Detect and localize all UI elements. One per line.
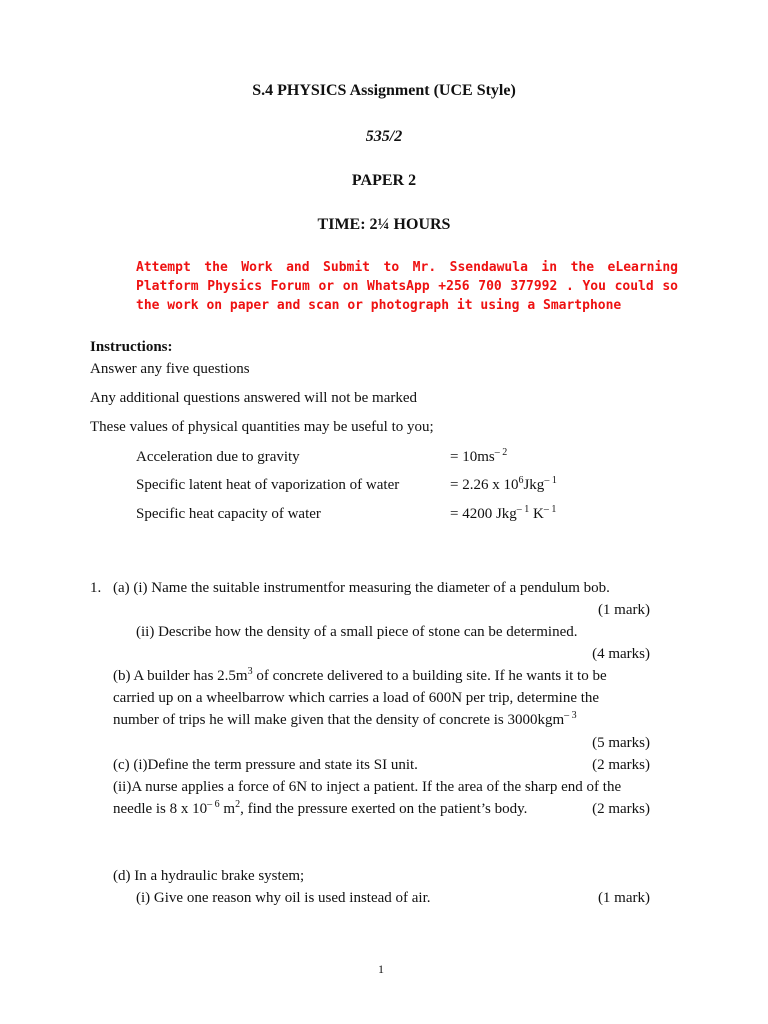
page-number: 1 [378,962,384,976]
question-1b-line-2: carried up on a wheelbarrow which carries a load of 600N per trip, determine the [113,690,600,706]
notice-line-1: Attempt the Work and Submit to Mr. Ssendawula in the eLearning [136,260,678,275]
marks-1c-i: (2 marks) [592,757,650,773]
constant-value-heat-capacity: = 4200 Jkg$^{- 1}$ $K^{- 1}$ [450,504,557,522]
question-1b-line-1: (b) A builder has $2.5m^3$ of concrete delivered to a building site. If he wants it to be [113,666,607,684]
question-1c-i: (c) (i)Define the term pressure and state its SI unit. [113,757,418,773]
question-1c-ii-line-1: (ii)A nurse applies a force of 6N to inject a patient. If the area of the sharp end of the [113,779,622,795]
question-1d-i: (i) Give one reason why oil is used instead of air. [136,890,431,906]
instruction-line-1: Answer any five questions [90,361,250,377]
question-1d: (d) In a hydraulic brake system; [113,868,305,884]
notice-line-3: the work on paper and scan or photograph it using a Smartphone [136,298,622,313]
constant-value-gravity: = $10ms^{- 2}$ [450,447,508,465]
marks-1d-i: (1 mark) [597,890,650,906]
question-1b-line-3: number of trips he will make given that the density of concrete is 3000kgm$^{- 3}$ [113,710,577,728]
instructions-heading: Instructions: [90,339,173,355]
marks-1c-ii: (2 marks) [592,801,650,817]
question-number: 1. [90,580,102,596]
question-1a-i: (a) (i) Name the suitable instrumentfor measuring the diameter of a pendulum bob. [113,580,610,596]
time-allowed: TIME: 2¼ HOURS [317,216,451,233]
instruction-line-2: Any additional questions answered will not be marked [90,390,418,406]
constant-name-gravity: Acceleration due to gravity [136,449,300,465]
constant-value-latent-heat: = 2.26 x $10^6Jkg^{- 1}$ [450,475,557,493]
document-title: S.4 PHYSICS Assignment (UCE Style) [252,82,516,99]
marks-1a-i: (1 mark) [597,602,650,618]
question-1c-ii-line-2: needle is 8 x $10^{- 6}$ $m^2$, find the pressure exerted on the patient’s body. [113,799,528,817]
marks-1b: (5 marks) [592,735,650,751]
instruction-line-3: These values of physical quantities may be useful to you; [90,419,434,435]
paper-code: 535/2 [365,128,403,145]
constant-name-heat-capacity: Specific heat capacity of water [136,506,321,522]
question-1a-ii: (ii) Describe how the density of a small piece of stone can be determined. [136,624,578,640]
notice-line-2: Platform Physics Forum or on WhatsApp +256 700 377992 . You could so [136,279,678,294]
submission-notice [136,258,678,315]
constant-name-latent-heat: Specific latent heat of vaporization of water [136,477,400,493]
paper-number: PAPER 2 [351,172,417,189]
marks-1a-ii: (4 marks) [592,646,650,662]
